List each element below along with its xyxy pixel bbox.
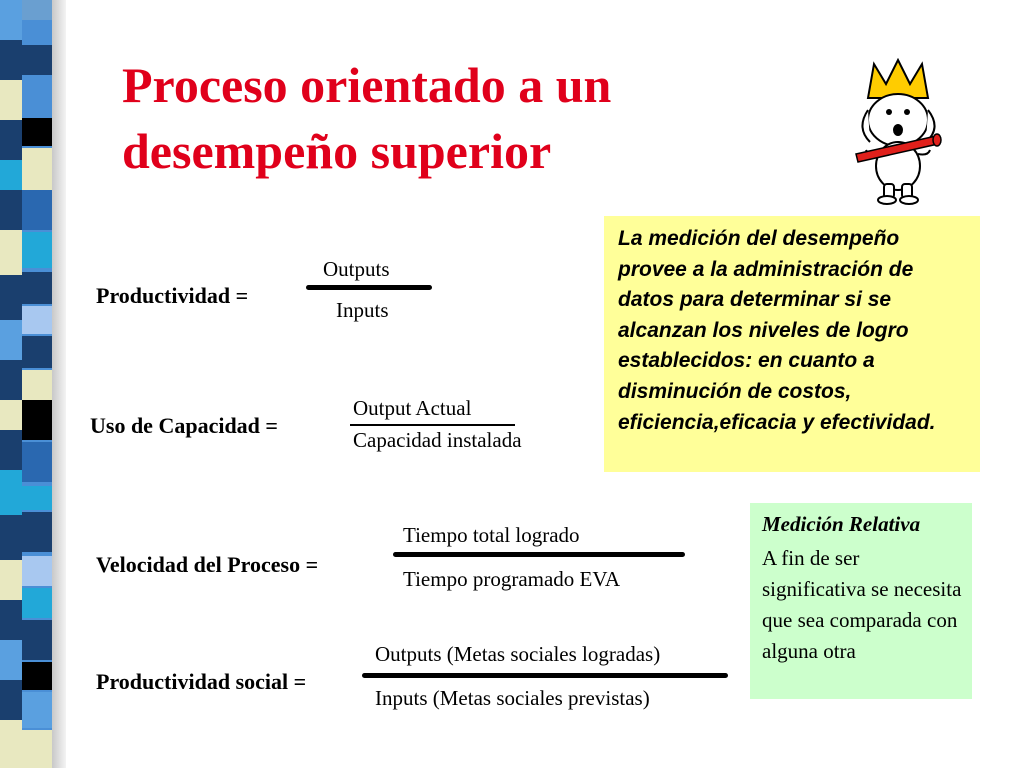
callout-box [604, 216, 980, 472]
stripe-shadow [52, 0, 66, 768]
callout-text: La medición del desempeño provee a la administración de datos para determinar si se alcanzan los niveles de logro establecidos: en cuanto a disminución de costos, eficiencia,eficacia y efectividad. [618, 227, 936, 434]
formula-denominator: Inputs [336, 298, 389, 322]
formula-label: Productividad social = [96, 669, 307, 694]
formula-denominator: Inputs (Metas sociales previstas) [375, 686, 650, 710]
stripe-column [0, 0, 22, 768]
fraction-bar [306, 285, 432, 290]
formula-denominator: Tiempo programado EVA [403, 567, 620, 591]
note-heading: Medición Relativa [762, 512, 921, 536]
fraction-bar [393, 552, 685, 557]
slide-title: Proceso orientado a un desempeño superior [122, 57, 612, 179]
stripe-column [22, 0, 52, 768]
formula-numerator: Outputs [323, 257, 390, 281]
decorative-stripe [0, 0, 66, 768]
formula-label: Productividad = [96, 283, 249, 308]
note-body: A fin de ser significativa se necesita que sea comparada con alguna otra [762, 546, 962, 663]
note-box [750, 503, 972, 699]
fraction-bar [362, 673, 728, 678]
formula-numerator: Outputs (Metas sociales logradas) [375, 642, 661, 666]
formula-numerator: Tiempo total logrado [403, 523, 580, 547]
crowned-cartoon-dog-icon [846, 58, 958, 206]
formula-denominator: Capacidad instalada [353, 428, 522, 452]
formula-label: Uso de Capacidad = [90, 413, 278, 438]
formula-numerator: Output Actual [353, 396, 472, 420]
formula-label: Velocidad del Proceso = [96, 552, 319, 577]
fraction-bar [350, 424, 515, 426]
